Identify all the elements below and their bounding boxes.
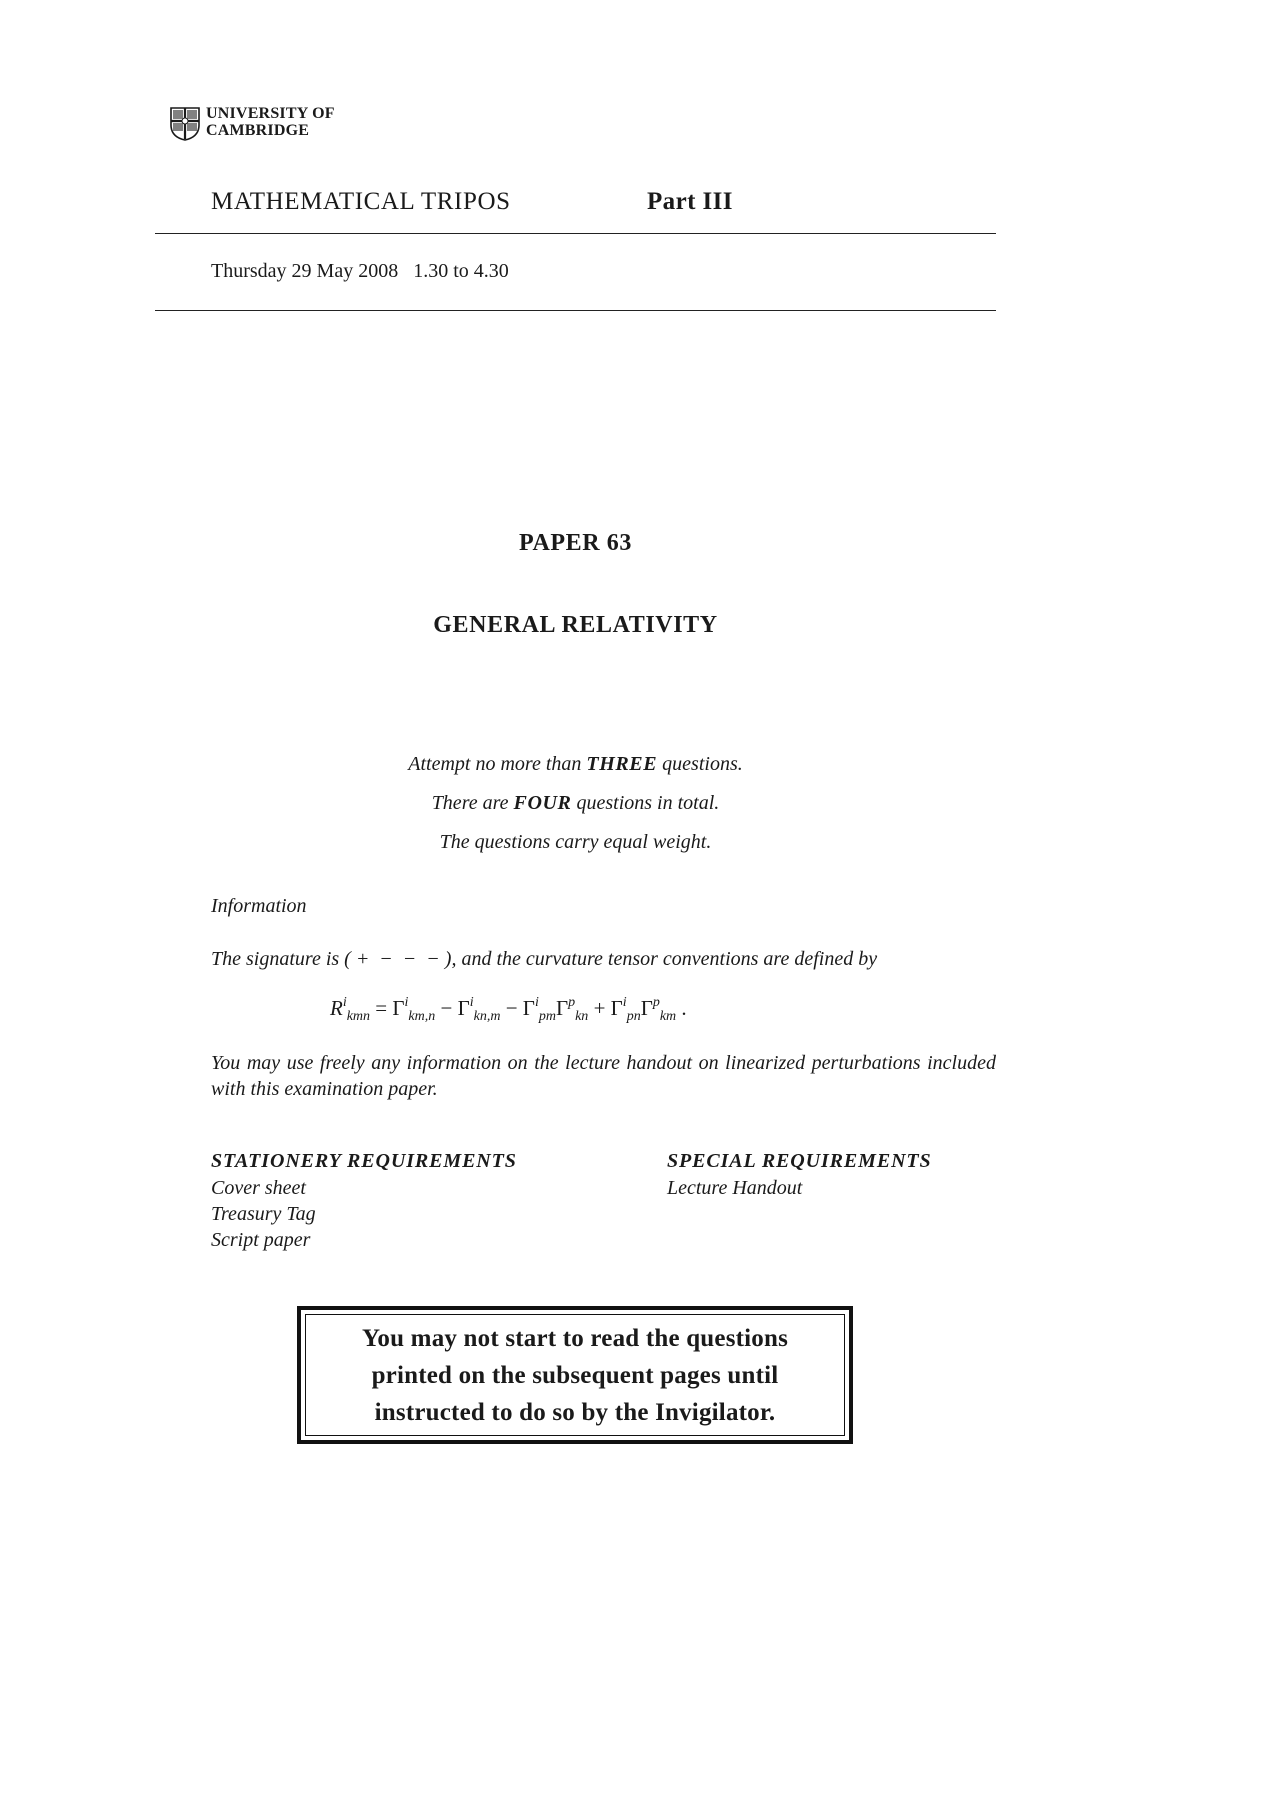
- formula-gamma-6: Γ: [640, 996, 653, 1020]
- notice-inner-frame: [305, 1314, 845, 1436]
- formula-sup-p-2: p: [652, 995, 660, 1010]
- formula-sub-knm-comma: kn,m: [473, 1009, 501, 1024]
- formula-sub-pn: pn: [626, 1009, 641, 1024]
- paper-subject: GENERAL RELATIVITY: [433, 612, 718, 638]
- header-divider-top: [155, 233, 996, 234]
- formula-r: R: [330, 996, 343, 1020]
- instruction-attempt-post: questions.: [657, 753, 743, 775]
- notice-line-2: printed on the subsequent pages until: [371, 1361, 779, 1389]
- instruction-total-pre: There are: [431, 792, 514, 814]
- notice-text: [362, 1320, 788, 1431]
- stationery-item: Cover sheet: [211, 1177, 306, 1199]
- formula-minus-2: −: [500, 996, 523, 1020]
- stationery-item: Treasury Tag: [211, 1203, 316, 1225]
- exam-part: Part III: [647, 188, 733, 215]
- formula-gamma-5: Γ: [610, 996, 623, 1020]
- instruction-weight: The questions carry equal weight.: [439, 831, 712, 853]
- instruction-attempt-count: THREE: [586, 753, 658, 775]
- formula-plus: +: [588, 996, 611, 1020]
- formula-gamma-4: Γ: [555, 996, 569, 1020]
- university-crest-icon: [170, 107, 200, 141]
- instruction-total: [155, 792, 996, 815]
- formula-sub-kn: kn: [575, 1009, 589, 1024]
- formula-sub-kmn: kmn: [346, 1009, 371, 1024]
- invigilator-notice-box: [297, 1306, 853, 1444]
- formula-minus-1: −: [435, 996, 458, 1020]
- exam-title: MATHEMATICAL TRIPOS: [211, 188, 511, 215]
- stationery-item: Script paper: [211, 1229, 311, 1251]
- instruction-attempt-pre: Attempt no more than: [408, 753, 587, 775]
- information-heading: Information: [211, 895, 307, 917]
- logo-line-2: CAMBRIDGE: [206, 122, 310, 139]
- instruction-total-count: FOUR: [513, 792, 572, 814]
- university-logo: [170, 105, 370, 145]
- header-divider-bottom: [155, 310, 996, 311]
- formula-sup-i-2: i: [469, 995, 474, 1010]
- formula-sub-kmn-comma: km,n: [408, 1009, 436, 1024]
- formula-sup-i-4: i: [622, 995, 627, 1010]
- formula-eq: =: [370, 996, 393, 1020]
- stationery-heading: STATIONERY REQUIREMENTS: [211, 1150, 517, 1172]
- logo-wordmark: [206, 105, 335, 139]
- logo-line-1: UNIVERSITY OF: [206, 105, 335, 122]
- instruction-attempt: [155, 753, 996, 776]
- special-item: Lecture Handout: [667, 1177, 803, 1199]
- notice-line-3: instructed to do so by the Invigilator.: [374, 1398, 776, 1426]
- formula-gamma-3: Γ: [522, 996, 535, 1020]
- exam-date-time: Thursday 29 May 2008 1.30 to 4.30: [211, 260, 509, 282]
- formula-sub-km: km: [659, 1009, 677, 1024]
- special-heading: SPECIAL REQUIREMENTS: [667, 1150, 932, 1172]
- notice-line-1: You may not start to read the questions: [361, 1324, 789, 1352]
- handout-note: You may use freely any information on the lecture handout on linearized perturbations included with this examination paper.: [211, 1052, 996, 1100]
- formula-gamma-1: Γ: [392, 996, 405, 1020]
- curvature-formula: [330, 995, 687, 1024]
- signature-convention: The signature is ( + − − − ), and the curvature tensor conventions are defined by: [211, 948, 878, 970]
- formula-sub-pm: pm: [538, 1009, 556, 1024]
- formula-sup-i-1: i: [404, 995, 409, 1010]
- formula-sup-p-1: p: [568, 995, 576, 1010]
- instruction-total-post: questions in total.: [571, 792, 720, 814]
- formula-gamma-2: Γ: [457, 996, 470, 1020]
- formula-end: .: [676, 996, 687, 1020]
- paper-number: PAPER 63: [518, 530, 632, 556]
- formula-sup-i: i: [342, 995, 347, 1010]
- formula-sup-i-3: i: [534, 995, 539, 1010]
